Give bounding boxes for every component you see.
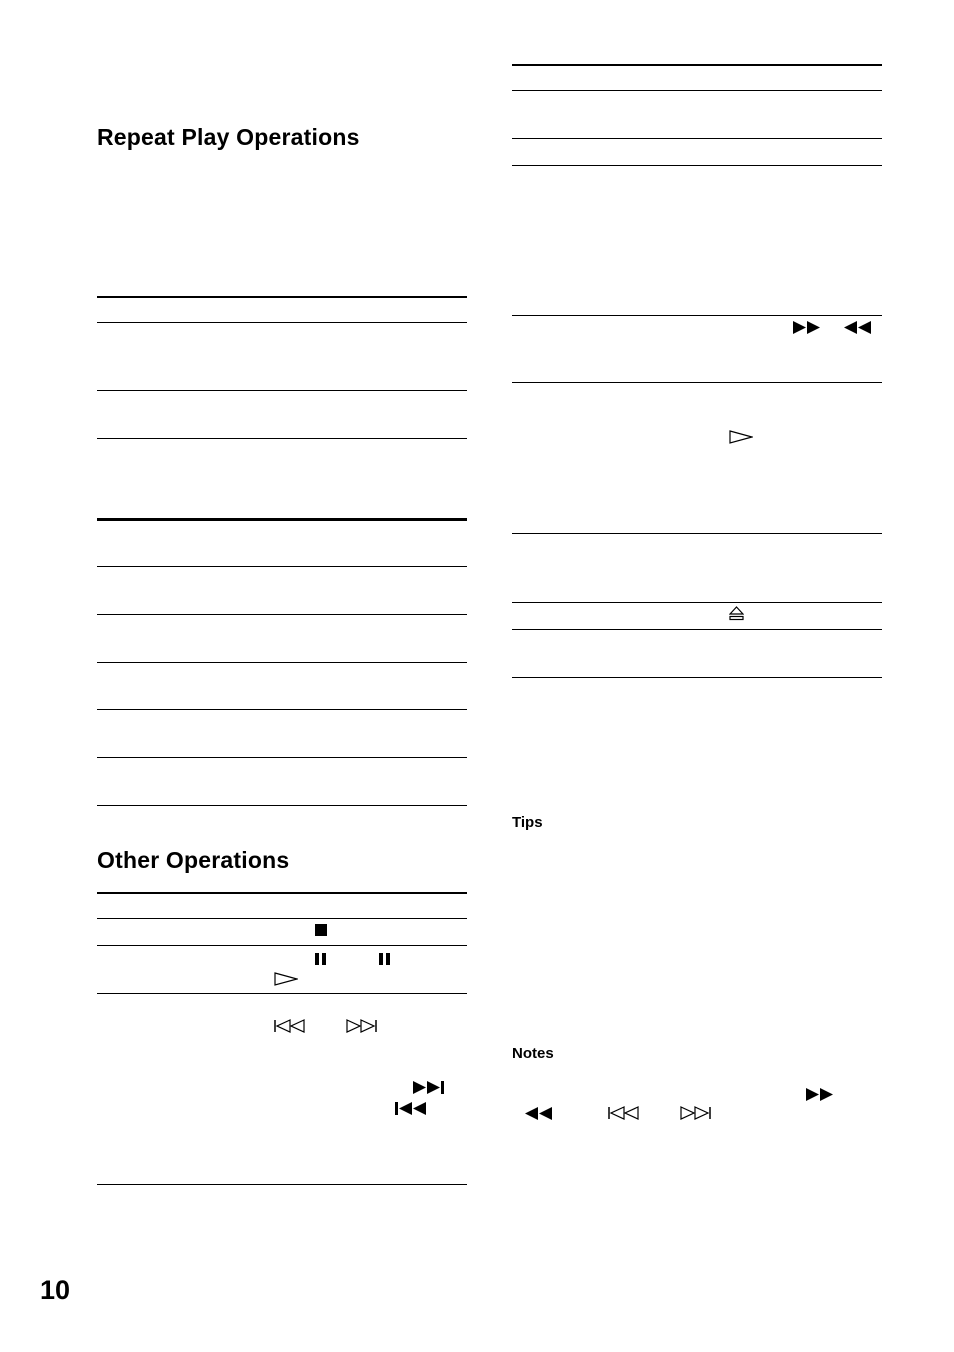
table-rule [97, 296, 467, 298]
table-rule [512, 629, 882, 630]
previous-track-icon [274, 1019, 306, 1033]
repeat-play-heading: Repeat Play Operations [97, 124, 360, 150]
table-rule [97, 438, 467, 439]
table-rule [97, 945, 467, 946]
pause-icon [379, 953, 391, 965]
table-rule [97, 709, 467, 710]
table-rule [512, 64, 882, 66]
fast-forward-icon [793, 321, 821, 334]
table-rule [512, 602, 882, 603]
table-rule [512, 382, 882, 383]
eject-icon [729, 606, 744, 621]
page-number: 10 [40, 1275, 71, 1305]
table-rule [97, 1184, 467, 1185]
stop-icon [315, 924, 327, 936]
table-rule [512, 90, 882, 91]
pause-icon [315, 953, 327, 965]
table-rule [97, 518, 467, 521]
previous-track-icon [608, 1106, 640, 1120]
other-operations-heading: Other Operations [97, 847, 290, 873]
table-rule [512, 315, 882, 316]
table-rule [512, 533, 882, 534]
fast-forward-icon [806, 1088, 834, 1101]
play-icon [729, 430, 753, 444]
next-track-icon [679, 1106, 711, 1120]
table-rule [97, 918, 467, 919]
notes-heading: Notes [512, 1045, 554, 1062]
table-rule [97, 390, 467, 391]
rewind-icon [844, 321, 872, 334]
play-icon [274, 972, 298, 986]
table-rule [97, 757, 467, 758]
table-rule [512, 138, 882, 139]
table-rule [97, 614, 467, 615]
rewind-icon [525, 1107, 553, 1120]
table-rule [97, 662, 467, 663]
table-rule [97, 993, 467, 994]
table-rule [97, 322, 467, 323]
table-rule [512, 677, 882, 678]
next-track-icon [413, 1081, 445, 1094]
table-rule [97, 805, 467, 806]
next-track-icon [345, 1019, 377, 1033]
previous-track-icon [395, 1102, 427, 1115]
table-rule [512, 165, 882, 166]
table-rule [97, 566, 467, 567]
tips-heading: Tips [512, 814, 543, 831]
table-rule [97, 892, 467, 894]
